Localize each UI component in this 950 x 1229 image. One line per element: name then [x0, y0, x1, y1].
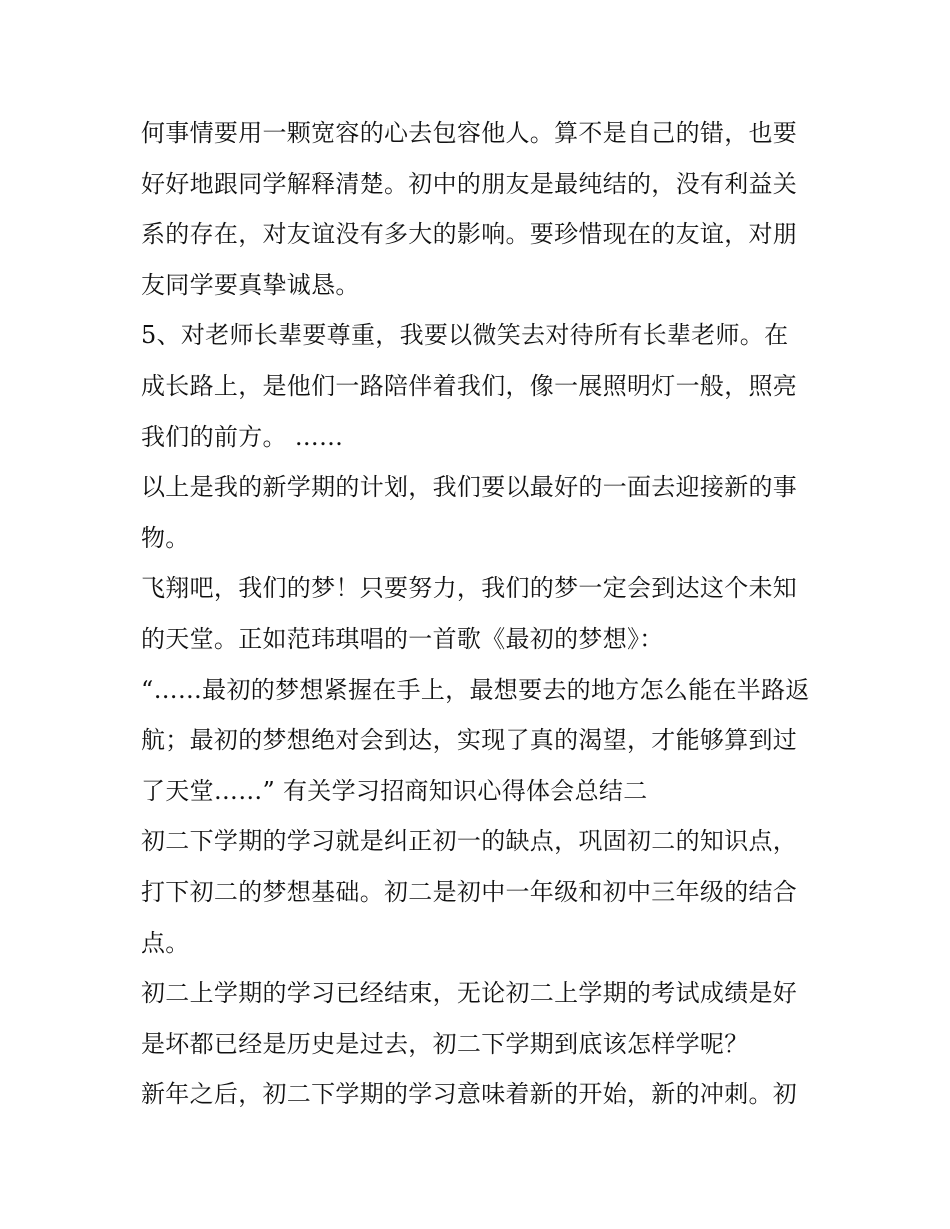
text-line: 物。 — [141, 523, 190, 552]
text-line: 的天堂。正如范玮琪唱的一首歌《最初的梦想》： — [141, 624, 664, 653]
text-line: 友同学要真挚诚恳。 — [141, 270, 360, 299]
text-line: 是坏都已经是历史是过去，初二下学期到底该怎样学呢？ — [141, 1029, 749, 1058]
text-line: “……最初的梦想紧握在手上，最想要去的地方怎么能在半路返 — [141, 675, 810, 704]
text-line: 点。 — [141, 928, 190, 957]
document-body — [141, 108, 821, 1120]
text-line: 5、对老师长辈要尊重，我要以微笑去对待所有长辈老师。在 — [141, 321, 789, 350]
text-line: 初二下学期的学习就是纠正初一的缺点，巩固初二的知识点， — [141, 827, 798, 856]
text-line: 初二上学期的学习已经结束，无论初二上学期的考试成绩是好 — [141, 979, 798, 1008]
text-line: 打下初二的梦想基础。初二是初中一年级和初中三年级的结合 — [141, 877, 798, 906]
text-line: 成长路上，是他们一路陪伴着我们，像一展照明灯一般，照亮 — [141, 371, 798, 400]
text-line: 航；最初的梦想绝对会到达，实现了真的渴望，才能够算到过 — [141, 726, 798, 755]
text-line: 飞翔吧，我们的梦！只要努力，我们的梦一定会到达这个未知 — [141, 574, 798, 603]
text-line: 了天堂……” 有关学习招商知识心得体会总结二 — [141, 776, 648, 805]
text-line: 何事情要用一颗宽容的心去包容他人。算不是自己的错，也要 — [141, 119, 798, 147]
text-line: 新年之后，初二下学期的学习意味着新的开始，新的冲刺。初 — [141, 1080, 798, 1109]
text-line: 好好地跟同学解释清楚。初中的朋友是最纯结的，没有利益关 — [141, 169, 798, 198]
text-line: 系的存在，对友谊没有多大的影响。要珍惜现在的友谊，对朋 — [141, 220, 798, 249]
text-line: 以上是我的新学期的计划，我们要以最好的一面去迎接新的事 — [141, 473, 798, 502]
text-line: 我们的前方。 …… — [141, 422, 344, 451]
